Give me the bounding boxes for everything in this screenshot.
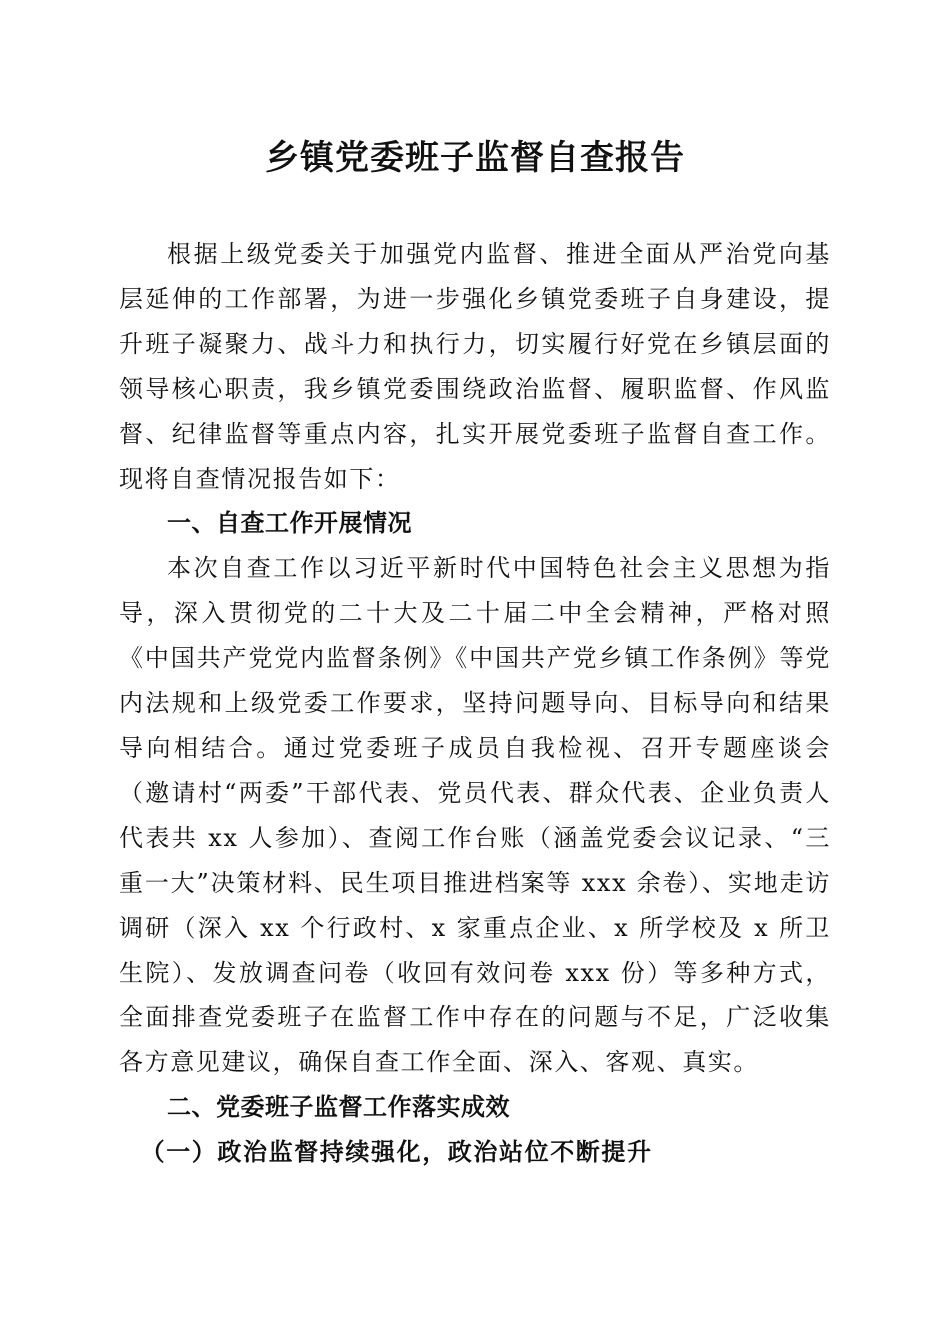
section-1-paragraph: 本次自查工作以习近平新时代中国特色社会主义思想为指导，深入贯彻党的二十大及二十届二中全会精神，严格对照《中国共产党党内监督条例》《中国共产党乡镇工作条例》等党内法规和上级党委工作要求，坚持问题导向、目标导向和结果导向相结合。通过党委班子成员自我检视、召开专题座谈会（邀请村“两委”干部代表、党员代表、群众代表、企业负责人代表共 xx 人参加）、查阅工作台账（涵盖党委会议记录、“三重一大”决策材料、民生项目推进档案等 xxx 余卷）、实地走访调研（深入 xx 个行政村、x 家重点企业、x 所学校及 x 所卫生院）、发放调查问卷（收回有效问卷 xxx 份）等多种方式，全面排查党委班子在监督工作中存在的问题与不足，广泛收集各方意见建议，确保自查工作全面、深入、客观、真实。 — [119, 554, 831, 1077]
document-title: 乡镇党委班子监督自查报告 — [265, 138, 685, 178]
intro-paragraph: 根据上级党委关于加强党内监督、推进全面从严治党向基层延伸的工作部署，为进一步强化乡镇党委班子自身建设，提升班子凝聚力、战斗力和执行力，切实履行好党在乡镇层面的领导核心职责，我乡镇党委围绕政治监督、履职监督、作风监督、纪律监督等重点内容，扎实开展党委班子监督自查工作。现将自查情况报告如下： — [119, 240, 831, 493]
subsection-heading-2-1: （一）政治监督持续强化，政治站位不断提升 — [140, 1137, 653, 1167]
section-heading-2: 二、党委班子监督工作落实成效 — [167, 1093, 510, 1122]
document-body — [119, 232, 831, 1175]
section-heading-1: 一、自查工作开展情况 — [167, 509, 412, 538]
